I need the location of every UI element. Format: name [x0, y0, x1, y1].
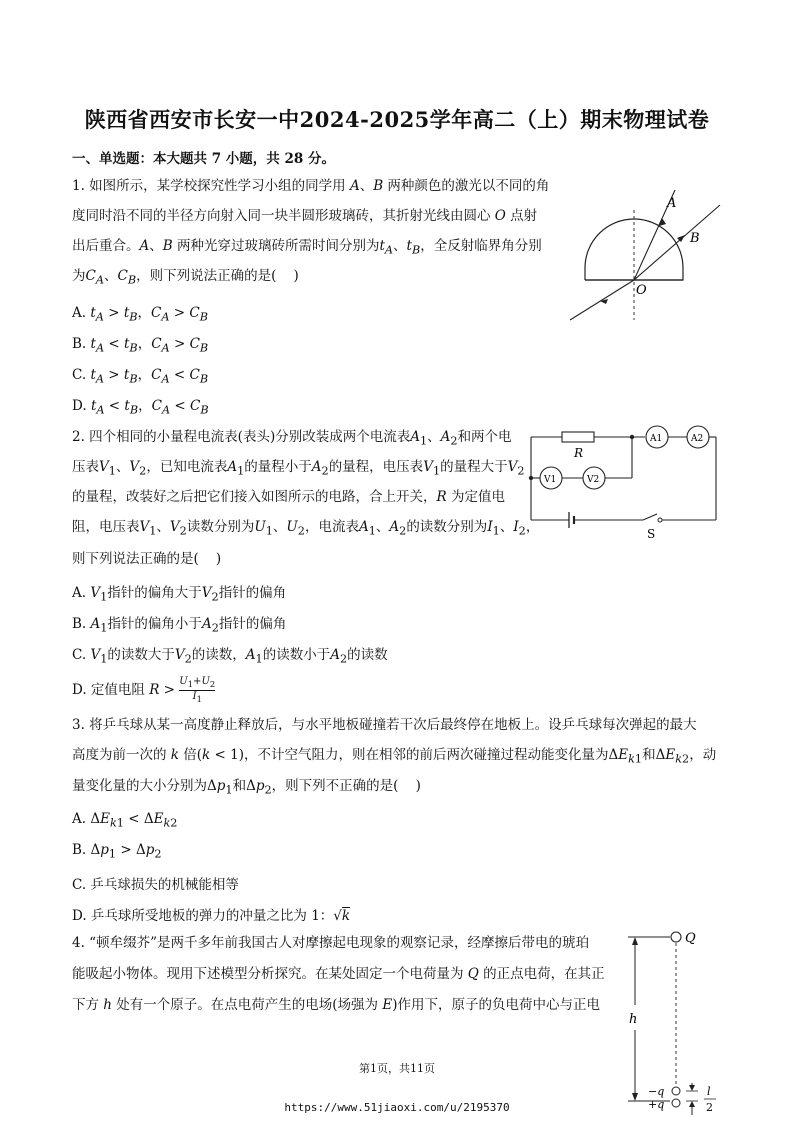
q1-line-3: 出后重合。A、B 两种光穿过玻璃砖所需时间分别为$t_A$、$t_B$，全反射临界角分别: [72, 238, 542, 257]
page-title: 陕西省西安市长安一中2024-2025学年高二（上）期末物理试卷: [84, 107, 710, 132]
q1-line-1: 1. 如图所示，某学校探究性学习小组的同学用 A、B 两种颜色的激光以不同的角: [72, 178, 550, 194]
section-heading: 一、单选题：本大题共 7 小题，共 28 分。: [72, 151, 335, 167]
q2-option-d[interactable]: D. 定值电阻 R > $\frac{U_1+U_2}{I_1}$: [72, 676, 216, 704]
charge-q: [671, 932, 681, 942]
q1-semicircle-figure: [560, 180, 740, 330]
label-neg-q: −q: [648, 1085, 665, 1098]
watermark-url: https://www.51jiaoxi.com/u/2195370: [284, 1101, 510, 1114]
label-b: B: [690, 231, 700, 246]
label-s: S: [647, 527, 656, 541]
label-a: A: [667, 196, 677, 211]
q3-option-a[interactable]: A. $\Delta E_{k1} < \Delta E_{k2}$: [72, 811, 178, 830]
page-footer: 第1页，共11页: [359, 1062, 435, 1075]
q2-option-a[interactable]: A. $V_1$指针的偏角大于$V_2$指针的偏角: [72, 585, 287, 604]
q3-line-1: 3. 将乒乓球从某一高度静止释放后，与水平地板碰撞若干次后最终停在地板上。设乒乓球每次弹起的最大: [72, 717, 697, 733]
label-v2: V2: [587, 475, 600, 485]
label-h: h: [629, 1012, 638, 1027]
q2-circuit-figure: [525, 422, 725, 542]
q4-line-1: 4. “顿牟缀芥”是两千多年前我国古人对摩擦起电现象的观察记录，经摩擦后带电的琥珀: [72, 935, 589, 951]
q3-option-c[interactable]: C. 乒乓球损失的机械能相等: [72, 877, 239, 893]
q1-line-2: 度同时沿不同的半径方向射入同一块半圆形玻璃砖，其折射光线由圆心 O 点射: [72, 208, 538, 224]
q2-option-b[interactable]: B. $A_1$指针的偏角小于$A_2$指针的偏角: [72, 616, 287, 635]
q2-line-5: 则下列说法正确的是( ): [72, 551, 222, 567]
q2-line-1: 2. 四个相同的小量程电流表(表头)分别改装成两个电流表$A_1$、$A_2$和两个电: [72, 429, 512, 448]
label-q: Q: [685, 931, 696, 946]
q3-line-3: 量变化量的大小分别为$\Delta p_1$和$\Delta p_2$，则下列不正确的是( ): [72, 778, 421, 797]
q3-option-b[interactable]: B. $\Delta p_1 > \Delta p_2$: [72, 842, 162, 861]
q2-line-4: 阻，电压表$V_1$、$V_2$读数分别为$U_1$、$U_2$，电流表$A_1$、$A_2$的读数分别为$I_1$、$I_2$，: [72, 519, 540, 538]
ray-b: [634, 205, 720, 280]
switch-s: [643, 514, 657, 520]
q4-line-3: 下方 h 处有一个原子。在点电荷产生的电场(场强为 E)作用下，原子的负电荷中心与正电: [72, 997, 600, 1013]
label-a2: A2: [691, 434, 704, 444]
q4-line-2: 能吸起小物体。现用下述模型分析探究。在某处固定一个电荷量为 Q 的正点电荷，在其正: [72, 966, 605, 982]
q2-line-3: 的量程，改装好之后把它们接入如图所示的电路，合上开关，R 为定值电: [72, 489, 505, 505]
label-l: l: [707, 1085, 711, 1098]
label-r: R: [574, 446, 584, 460]
q1-line-4: 为$C_A$、$C_B$，则下列说法正确的是( ): [72, 268, 299, 287]
q2-option-c[interactable]: C. $V_1$的读数大于$V_2$的读数，$A_1$的读数小于$A_2$的读数: [72, 647, 388, 666]
q3-option-d[interactable]: D. 乒乓球所受地板的弹力的冲量之比为 1：√k: [72, 908, 351, 924]
q1-option-a[interactable]: A. $t_A > t_B$，$C_A > C_B$: [72, 305, 209, 324]
q1-option-c[interactable]: C. $t_A > t_B$，$C_A < C_B$: [72, 367, 209, 386]
label-two: 2: [706, 1101, 713, 1114]
resistor-r: [562, 432, 594, 442]
refracted-ray: [570, 280, 634, 320]
q2-line-2: 压表$V_1$、$V_2$，已知电流表$A_1$的量程小于$A_2$的量程，电压表$V_1$的量程大于$V_2$: [72, 459, 525, 478]
q1-option-b[interactable]: B. $t_A < t_B$，$C_A > C_B$: [72, 336, 209, 355]
q4-charge-figure: [618, 925, 728, 1120]
label-a1: A1: [650, 434, 663, 444]
label-o: O: [636, 283, 647, 298]
negative-charge: [672, 1087, 680, 1095]
label-v1: V1: [544, 475, 557, 485]
label-pos-q: +q: [648, 1098, 665, 1111]
q3-line-2: 高度为前一次的 k 倍(k < 1)，不计空气阻力，则在相邻的前后两次碰撞过程动能变化量为$\Delta E_{k1}$和$\Delta E_{k2}$，动: [72, 747, 717, 766]
q1-option-d[interactable]: D. $t_A < t_B$，$C_A < C_B$: [72, 398, 209, 417]
